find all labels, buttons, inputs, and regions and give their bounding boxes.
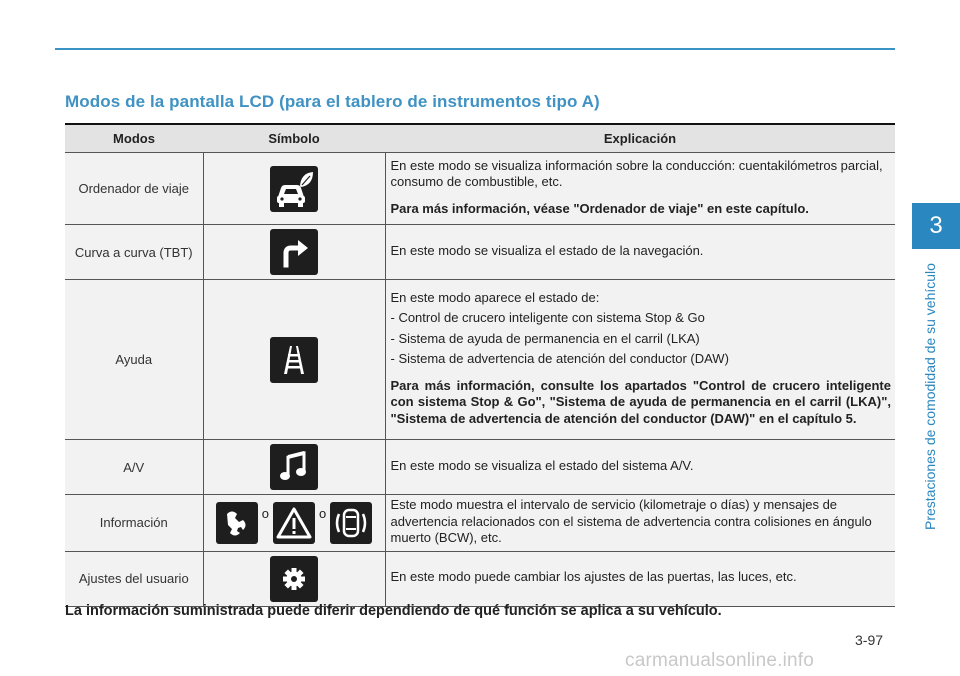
table-row — [65, 440, 895, 495]
symbol-cell — [203, 551, 385, 606]
wrench-icon — [216, 502, 258, 544]
explanation-text: En este modo aparece el estado de: — [390, 289, 600, 305]
explanation-text: En este modo se visualiza el estado de la navegación. — [390, 242, 704, 258]
explanation-cell — [385, 153, 895, 225]
header-symbol: Símbolo — [203, 124, 385, 153]
explanation-cell — [385, 225, 895, 280]
explanation-list-item: - Control de crucero inteligente con sistema Stop & Go — [390, 310, 705, 326]
explanation-text: En este modo puede cambiar los ajustes de las puertas, las luces, etc. — [390, 569, 797, 585]
explanation-reference: Para más información, consulte los apartados "Control de crucero inteligente con sistema Stop & Go", "Sistema de ayuda de permanencia en el carril (LKA)", "Sistema de advertencia de atención del conductor (DAW)" en el capítulo 5. — [390, 377, 891, 426]
trip-computer-icon — [270, 166, 318, 212]
chapter-title: Prestaciones de comodidad de su vehículo — [922, 263, 938, 530]
mode-cell: Información — [65, 495, 203, 552]
explanation-cell — [385, 495, 895, 552]
footnote: La información suministrada puede diferir dependiendo de qué función se aplica a su vehículo. — [65, 603, 722, 619]
mode-cell: A/V — [65, 440, 203, 495]
table-row — [65, 495, 895, 552]
header-modes: Modos — [65, 124, 203, 153]
modes-table — [65, 123, 895, 607]
icon-separator: o — [319, 506, 327, 522]
lane-assist-icon — [270, 337, 318, 383]
top-rule — [55, 48, 895, 50]
explanation-text: En este modo se visualiza información sobre la conducción: cuentakilómetros parcial, consumo de combustible, etc. — [390, 157, 883, 190]
explanation-list-item: - Sistema de advertencia de atención del conductor (DAW) — [390, 351, 729, 367]
chapter-tab[interactable]: 3 — [912, 203, 960, 249]
explanation-text: Este modo muestra el intervalo de servicio (kilometraje o días) y mensajes de advertencia relacionados con el sistema de advertencia contra colisiones en ángulo muerto (BCW), etc. — [390, 497, 872, 545]
table-row — [65, 225, 895, 280]
explanation-list-item: - Sistema de ayuda de permanencia en el carril (LKA) — [390, 330, 700, 346]
table-row — [65, 551, 895, 606]
music-note-icon — [270, 444, 318, 490]
explanation-reference: Para más información, véase "Ordenador de viaje" en este capítulo. — [390, 200, 809, 216]
symbol-cell — [203, 225, 385, 280]
car-top-view-icon — [330, 502, 372, 544]
turn-arrow-icon — [270, 229, 318, 275]
table-row — [65, 280, 895, 440]
page-number: 3-97 — [855, 632, 884, 648]
page-title: Modos de la pantalla LCD (para el tablero de instrumentos tipo A) — [65, 92, 600, 111]
explanation-cell — [385, 551, 895, 606]
icon-separator: o — [261, 506, 269, 522]
warning-icon — [273, 502, 315, 544]
mode-cell: Ajustes del usuario — [65, 551, 203, 606]
table-row — [65, 153, 895, 225]
mode-cell: Ayuda — [65, 280, 203, 440]
header-explanation: Explicación — [385, 124, 895, 153]
explanation-cell — [385, 280, 895, 440]
symbol-cell — [203, 153, 385, 225]
mode-cell: Curva a curva (TBT) — [65, 225, 203, 280]
explanation-text: En este modo se visualiza el estado del sistema A/V. — [390, 457, 694, 473]
explanation-cell — [385, 440, 895, 495]
gear-icon — [270, 556, 318, 602]
symbol-cell — [203, 440, 385, 495]
symbol-cell — [203, 495, 385, 552]
watermark: carmanualsonline.info — [625, 650, 815, 671]
table-header-row — [65, 124, 895, 153]
symbol-cell — [203, 280, 385, 440]
mode-cell: Ordenador de viaje — [65, 153, 203, 225]
